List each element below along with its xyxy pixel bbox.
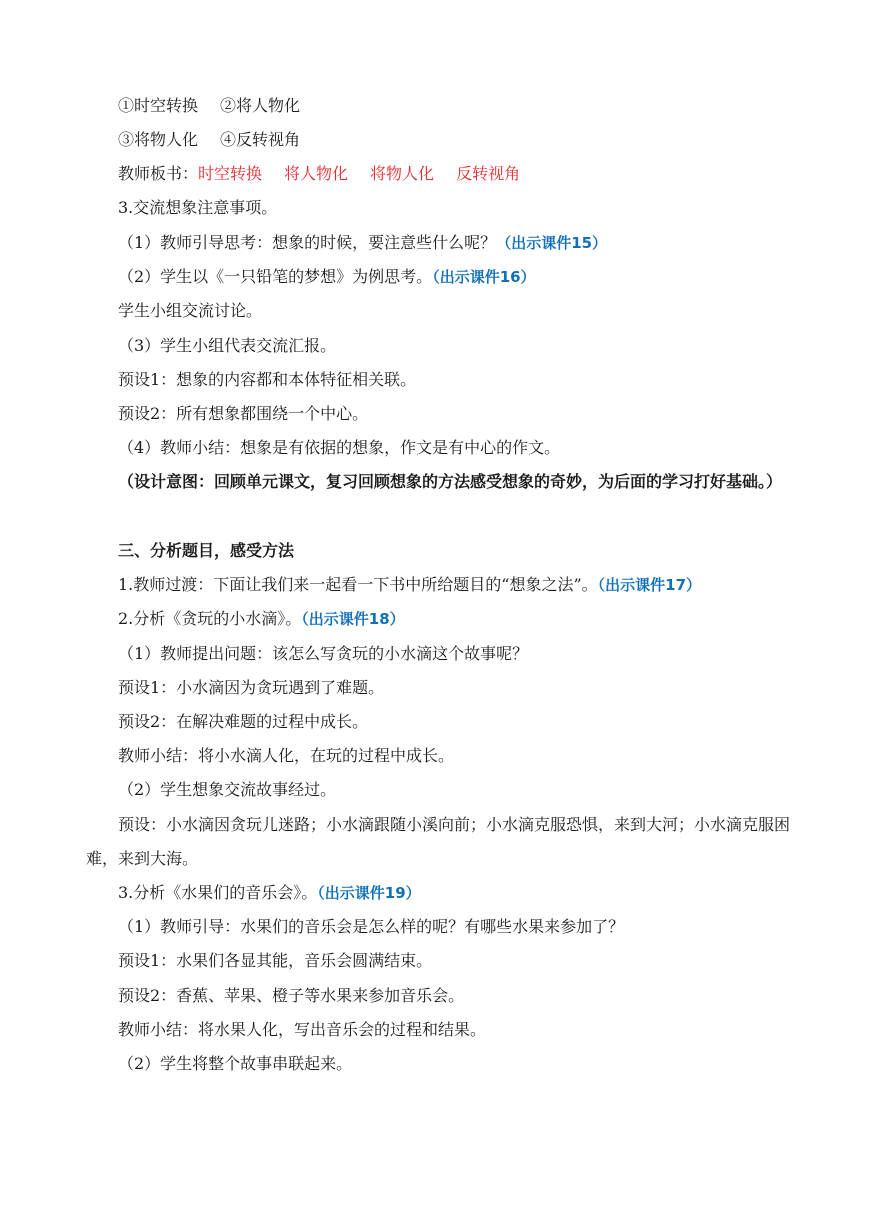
text-line: 预设1：想象的内容都和本体特征相关联。 xyxy=(118,370,417,389)
courseware-ref: （出示课件19） xyxy=(317,884,421,902)
text-line: 学生小组交流讨论。 xyxy=(118,301,263,320)
text-line: ①时空转换 ②将人物化 xyxy=(118,96,301,115)
text-line: （2）学生以《一只铅笔的梦想》为例思考。（出示课件16） xyxy=(118,267,536,286)
courseware-ref: （出示课件17） xyxy=(597,576,702,594)
board-item: 时空转换 xyxy=(198,164,263,183)
text-line: 预设2：所有想象都围绕一个中心。 xyxy=(118,404,369,423)
teacher-board-line: 教师板书：时空转换 将人物化 将物人化 反转视角 xyxy=(118,164,521,183)
board-item: 将物人化 xyxy=(370,164,435,183)
board-item: 将人物化 xyxy=(284,164,349,183)
text-line: 教师小结：将水果人化，写出音乐会的过程和结果。 xyxy=(118,1020,487,1039)
text-line: 3.交流想象注意事项。 xyxy=(118,198,278,217)
text-line: 预设2：香蕉、苹果、橙子等水果来参加音乐会。 xyxy=(118,986,465,1005)
text-line: 教师小结：将小水滴人化，在玩的过程中成长。 xyxy=(118,746,455,765)
text-line: （1）教师引导：水果们的音乐会是怎么样的呢？有哪些水果来参加了？ xyxy=(118,917,625,936)
text-line: （2）学生将整个故事串联起来。 xyxy=(118,1054,353,1073)
text-line: （3）学生小组代表交流汇报。 xyxy=(118,336,337,355)
courseware-ref: （出示课件15） xyxy=(496,234,608,252)
text-line: 预设2：在解决难题的过程中成长。 xyxy=(118,712,369,731)
design-intent: （设计意图：回顾单元课文，复习回顾想象的方法感受想象的奇妙，为后面的学习打好基础。） xyxy=(118,472,783,491)
text-line: 1.教师过渡：下面让我们来一起看一下书中所给题目的“想象之法”。（出示课件17） xyxy=(118,575,702,594)
text-line: 预设1：小水滴因为贪玩遇到了难题。 xyxy=(118,678,385,697)
courseware-ref: （出示课件16） xyxy=(432,268,536,286)
courseware-ref: （出示课件18） xyxy=(301,610,405,628)
text-line: 2.分析《贪玩的小水滴》。（出示课件18） xyxy=(118,609,405,628)
text-line: ③将物人化 ④反转视角 xyxy=(118,130,301,149)
text-line: （1）教师提出问题：该怎么写贪玩的小水滴这个故事呢？ xyxy=(118,644,529,663)
text-line: （2）学生想象交流故事经过。 xyxy=(118,780,337,799)
text-paragraph: 预设：小水滴因贪玩儿迷路；小水滴跟随小溪向前；小水滴克服恐惧，来到大河；小水滴克服困难，来到大海。 xyxy=(86,815,791,868)
text-line: 预设1：水果们各显其能，音乐会圆满结束。 xyxy=(118,951,433,970)
section-heading: 三、分析题目，感受方法 xyxy=(118,541,295,560)
text-line: （4）教师小结：想象是有依据的想象，作文是有中心的作文。 xyxy=(118,438,561,457)
board-item: 反转视角 xyxy=(456,164,521,183)
text-line: （1）教师引导思考：想象的时候，要注意些什么呢？（出示课件15） xyxy=(118,233,608,252)
text-line: 3.分析《水果们的音乐会》。（出示课件19） xyxy=(118,883,421,902)
